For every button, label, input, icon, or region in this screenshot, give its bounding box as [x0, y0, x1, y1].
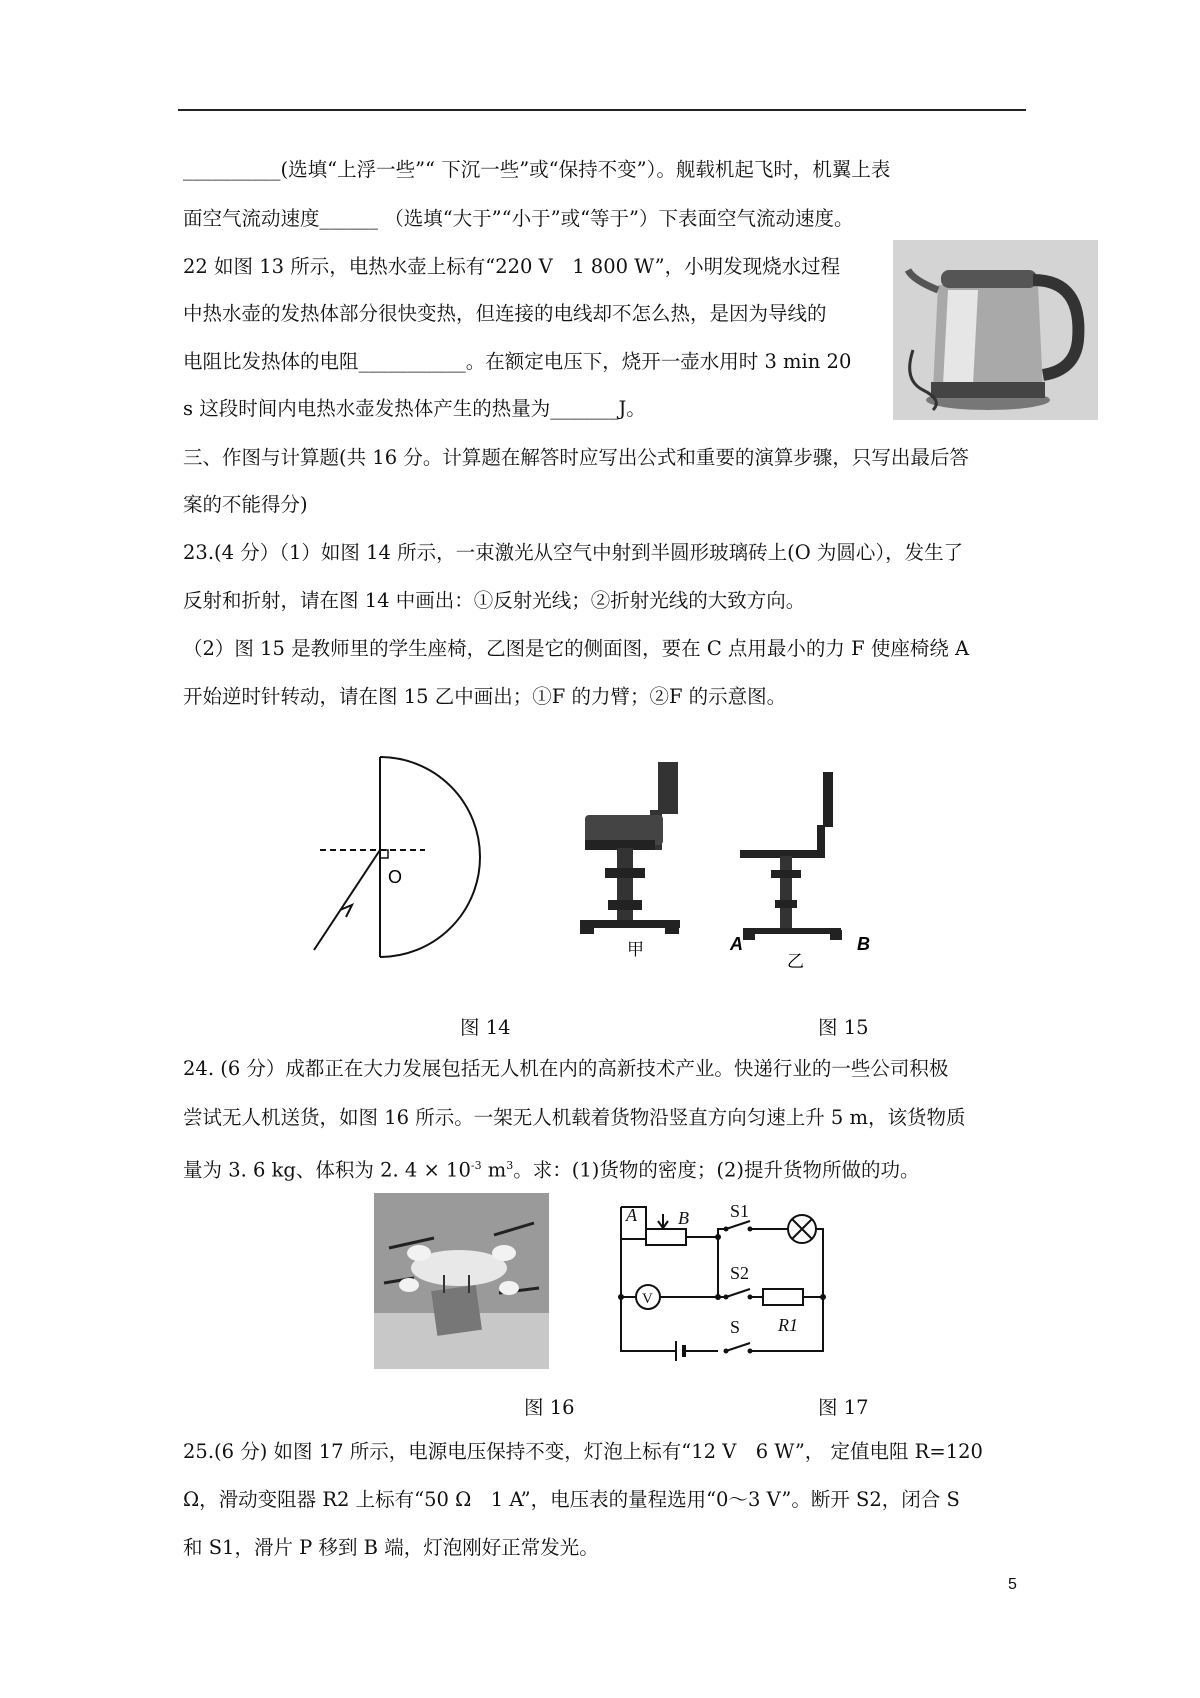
label-a: A [730, 934, 743, 954]
question-23-line: 反射和折射，请在图 14 中画出：①反射光线；②折射光线的大致方向。 [183, 589, 806, 612]
question-25-line: 25.(6 分) 如图 17 所示，电源电压保持不变，灯泡上标有“12 V 6 W”， 定值电阻 R=120 [183, 1440, 983, 1463]
question-24-line: 24. (6 分）成都正在大力发展包括无人机在内的高新技术产业。快递行业的一些公司积极 [183, 1057, 949, 1080]
kettle-photo [893, 240, 1098, 420]
question-25-line: Ω，滑动变阻器 R2 上标有“50 Ω 1 A”，电压表的量程选用“0～3 V”。断开 S2，闭合 S [183, 1488, 960, 1511]
question-22-line: 22 如图 13 所示，电热水壶上标有“220 V 1 800 W”，小明发现烧水过程 [183, 255, 841, 278]
center-label-o: O [388, 867, 403, 887]
figure-14-caption: 图 14 [460, 1016, 511, 1039]
text-line: 面空气流动速度______ （选填“大于”“小于”或“等于”）下表面空气流动速度。 [183, 207, 854, 230]
figure-15-chair-jia [580, 760, 695, 965]
text-line: __________(选填“上浮一些”“ 下沉一些”或“保持不变”）。舰载机起飞时，机翼上表 [183, 158, 891, 181]
page-number: 5 [1008, 1576, 1017, 1593]
question-22-line: 中热水壶的发热体部分很快变热，但连接的电线却不怎么热，是因为导线的 [183, 302, 827, 325]
question-24-line: 尝试无人机送货，如图 16 所示。一架无人机载着货物沿竖直方向匀速上升 5 m，该货物质 [183, 1106, 966, 1129]
q24-unit-exponent: 3 [506, 1159, 514, 1172]
question-24-line [183, 1154, 920, 1183]
label-yi: 乙 [787, 952, 804, 972]
circuit-label-r1: R1 [778, 1315, 798, 1335]
section-3-line: 案的不能得分) [183, 493, 308, 516]
q24-text: 。求：(1)货物的密度；(2)提升货物所做的功。 [513, 1158, 920, 1182]
figure-16-caption: 图 16 [524, 1396, 575, 1419]
q24-text: 量为 3. 6 kg、体积为 2. 4 × 10 [183, 1158, 471, 1182]
figure-17-caption: 图 17 [818, 1396, 869, 1419]
circuit-label-b: B [678, 1208, 689, 1228]
label-b: B [857, 934, 870, 954]
label-jia: 甲 [627, 940, 644, 960]
figure-14-diagram [300, 755, 490, 965]
figure-15-caption: 图 15 [818, 1016, 869, 1039]
figure-16-drone-photo [374, 1193, 549, 1369]
question-23-line: （2）图 15 是教师里的学生座椅，乙图是它的侧面图，要在 C 点用最小的力 F 使座椅绕 A [183, 637, 970, 660]
section-3-line: 三、作图与计算题(共 16 分。计算题在解答时应写出公式和重要的演算步骤，只写出最后答 [183, 446, 969, 469]
question-25-line: 和 S1，滑片 P 移到 B 端，灯泡刚好正常发光。 [183, 1536, 599, 1559]
circuit-label-s2: S2 [730, 1263, 750, 1283]
figure-17-circuit [618, 1199, 843, 1359]
question-22-line: s 这段时间内电热水壶发热体产生的热量为_______J。 [183, 397, 646, 420]
question-22-line: 电阻比发热体的电阻___________。在额定电压下，烧开一壶水用时 3 min 20 [183, 350, 852, 373]
circuit-label-s1: S1 [730, 1201, 750, 1221]
figure-15-chair-yi [730, 770, 880, 972]
q24-exponent: -3 [470, 1159, 482, 1172]
circuit-label-a: A [626, 1205, 637, 1225]
voltmeter-label: V [642, 1291, 653, 1307]
circuit-label-s: S [730, 1317, 741, 1337]
q24-unit: m [481, 1158, 507, 1182]
header-rule [178, 109, 1026, 111]
question-23-line: 开始逆时针转动，请在图 15 乙中画出；①F 的力臂；②F 的示意图。 [183, 685, 787, 708]
question-23-line: 23.(4 分）（1）如图 14 所示，一束激光从空气中射到半圆形玻璃砖上(O 为圆心），发生了 [183, 541, 964, 564]
